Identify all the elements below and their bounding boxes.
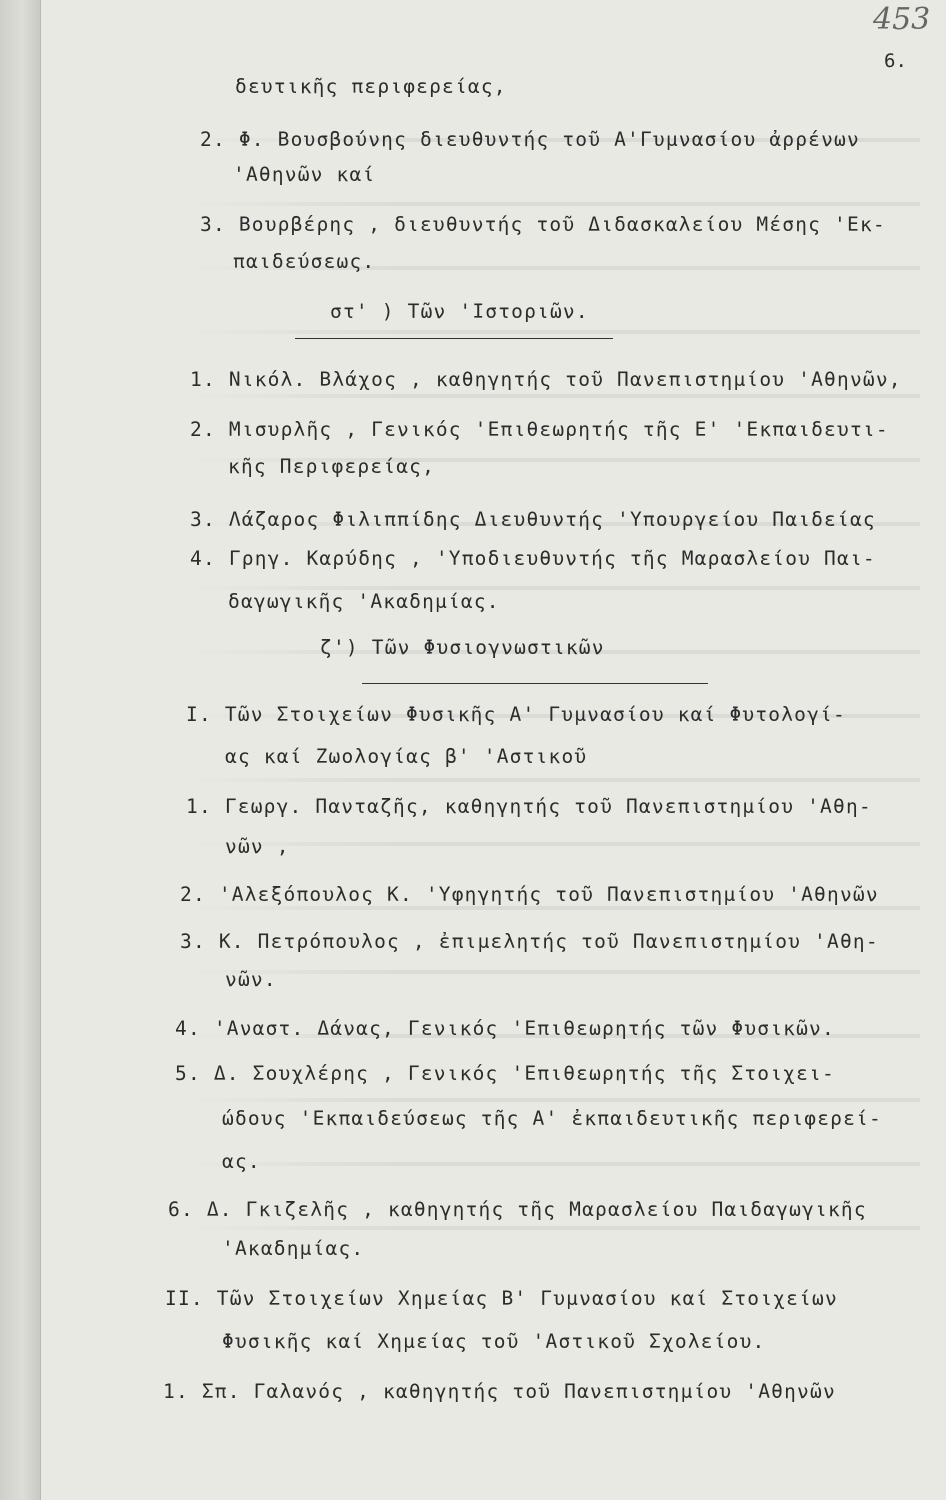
section-heading: στ' ) Τῶν 'Ιστοριῶν. [330, 300, 589, 323]
text-line: II. Τῶν Στοιχείων Χημείας Β' Γυμνασίου καί Στοιχείων [165, 1287, 838, 1310]
text-line: 2. 'Αλεξόπουλος Κ. 'Υφηγητής τοῦ Πανεπιστημίου 'Αθηνῶν [180, 883, 879, 906]
text-line: 3. Βουρβέρης , διευθυντής τοῦ Διδασκαλείου Μέσης 'Εκ- [200, 213, 886, 236]
text-line: 'Ακαδημίας. [222, 1237, 365, 1260]
text-line: δευτικῆς περιφερείας, [235, 75, 507, 98]
book-binding-edge [0, 0, 41, 1500]
text-line: 1. Γεωργ. Πανταζῆς, καθηγητής τοῦ Πανεπιστημίου 'Αθη- [186, 795, 872, 818]
page-number: 6. [884, 50, 907, 72]
text-line: ας καί Ζωολογίας β' 'Αστικοῦ [225, 745, 588, 768]
text-line: 2. Μισυρλῆς , Γενικός 'Επιθεωρητής τῆς Ε' 'Εκπαιδευτι- [190, 418, 889, 441]
text-line: 5. Δ. Σουχλέρης , Γενικός 'Επιθεωρητής τῆς Στοιχει- [175, 1062, 835, 1085]
text-line: 4. 'Αναστ. Δάνας, Γενικός 'Επιθεωρητής τῶν Φυσικῶν. [175, 1017, 835, 1040]
text-line: Φυσικῆς καί Χημείας τοῦ 'Αστικοῦ Σχολείου. [222, 1330, 766, 1353]
text-line: κῆς Περιφερείας, [228, 455, 436, 478]
heading-underline [362, 683, 708, 684]
text-line: ώδους 'Εκπαιδεύσεως τῆς Α' ἐκπαιδευτικῆς περιφερεί- [222, 1107, 882, 1130]
section-heading: ζ') Τῶν Φυσιογνωστικῶν [320, 636, 605, 659]
text-line: 1. Νικόλ. Βλάχος , καθηγητής τοῦ Πανεπιστημίου 'Αθηνῶν, [190, 368, 902, 391]
text-line: 1. Σπ. Γαλανός , καθηγητής τοῦ Πανεπιστημίου 'Αθηνῶν [163, 1380, 836, 1403]
heading-underline [295, 338, 613, 339]
text-line: ας. [222, 1150, 261, 1173]
text-line: παιδεύσεως. [233, 250, 376, 273]
text-line: 3. Λάζαρος Φιλιππίδης Διευθυντής 'Υπουργείου Παιδείας [190, 508, 876, 531]
text-line: 3. Κ. Πετρόπουλος , ἐπιμελητής τοῦ Πανεπιστημίου 'Αθη- [180, 930, 879, 953]
text-line: 6. Δ. Γκιζελῆς , καθηγητής τῆς Μαρασλείου Παιδαγωγικῆς [168, 1198, 867, 1221]
text-line: 'Αθηνῶν καί [233, 163, 376, 186]
text-line: νῶν , [225, 835, 290, 858]
text-line: νῶν. [225, 968, 277, 991]
text-line: 4. Γρηγ. Καρύδης , 'Υποδιευθυντής τῆς Μαρασλείου Παι- [190, 547, 876, 570]
folio-number: 453 [873, 2, 931, 37]
text-line: δαγωγικῆς 'Ακαδημίας. [228, 590, 500, 613]
text-line: I. Τῶν Στοιχείων Φυσικῆς Α' Γυμνασίου καί Φυτολογί- [186, 703, 846, 726]
text-line: 2. Φ. Βουσβούνης διευθυντής τοῦ Α'Γυμνασίου ἀρρένων [200, 128, 860, 151]
